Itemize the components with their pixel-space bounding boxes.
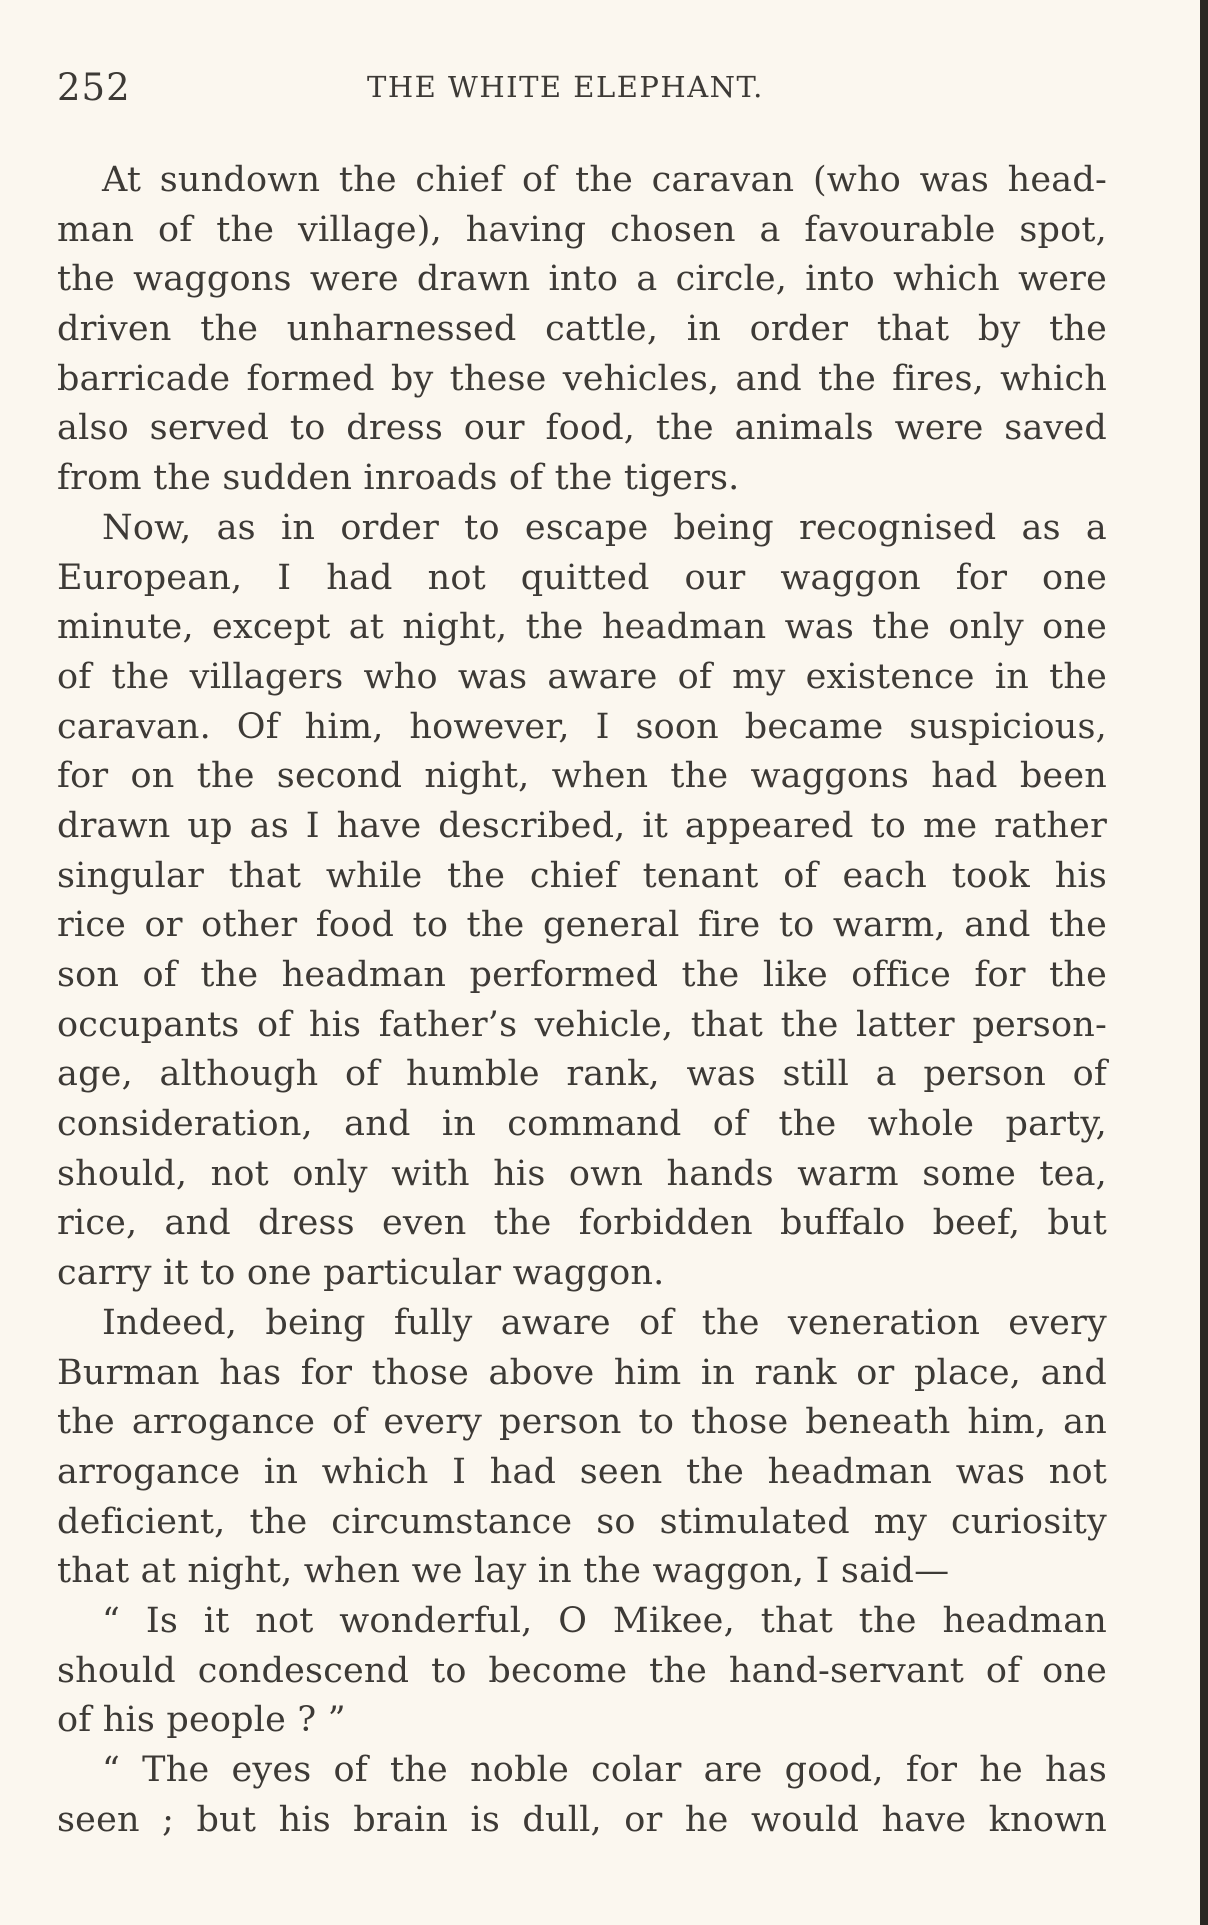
text-line: the waggons were drawn into a circle, into which were [57, 259, 1107, 300]
text-line: singular that while the chief tenant of each took his [57, 855, 1107, 896]
text-line: Now, as in order to escape being recognised as a [102, 507, 1107, 548]
text-line: consideration, and in command of the whole party, [57, 1104, 1107, 1145]
text-line: of his people ? ” [57, 1700, 346, 1741]
text-line: European, I had not quitted our waggon for one [57, 557, 1107, 598]
text-line: caravan. Of him, however, I soon became suspicious, [57, 706, 1107, 747]
page-header [57, 66, 1107, 118]
text-line: deficient, the circumstance so stimulated my curiosity [57, 1501, 1107, 1542]
text-line: age, although of humble rank, was still a person of [57, 1054, 1107, 1095]
page-edge [1200, 0, 1208, 1925]
page-number: 252 [57, 66, 131, 109]
text-line: son of the headman performed the like office for the [57, 955, 1107, 995]
text-line: arrogance in which I had seen the headman was not [57, 1451, 1107, 1492]
body-text [57, 156, 1107, 1845]
text-line: man of the village), having chosen a favourable spot, [57, 209, 1107, 250]
text-line: minute, except at night, the headman was the only one [57, 607, 1107, 648]
text-line: Indeed, being fully aware of the veneration every [102, 1302, 1107, 1343]
text-line: seen ; but his brain is dull, or he would have known [57, 1799, 1107, 1840]
text-line: of the villagers who was aware of my existence in the [57, 656, 1107, 697]
text-line: should, not only with his own hands warm some tea, [57, 1153, 1107, 1194]
text-line: driven the unharnessed cattle, in order that by the [57, 309, 1107, 350]
text-line: rice or other food to the general fire to warm, and the [57, 905, 1107, 946]
text-line: drawn up as I have described, it appeared to me rather [57, 805, 1107, 846]
text-line: barricade formed by these vehicles, and the fires, which [57, 358, 1107, 399]
text-line: that at night, when we lay in the waggon, I said— [57, 1551, 950, 1592]
text-line: for on the second night, when the waggons had been [57, 756, 1107, 797]
text-line: Burman has for those above him in rank or place, and [57, 1352, 1107, 1393]
text-line: should condescend to become the hand-servant of one [57, 1650, 1107, 1691]
text-line: rice, and dress even the forbidden buffalo beef, but [57, 1203, 1107, 1244]
text-line: the arrogance of every person to those beneath him, an [57, 1402, 1107, 1443]
text-line: At sundown the chief of the caravan (who was head- [102, 160, 1107, 200]
text-line: “ Is it not wonderful, O Mikee, that the headman [102, 1600, 1107, 1641]
text-line: also served to dress our food, the animals were saved [57, 408, 1107, 449]
text-line: carry it to one particular waggon. [57, 1253, 665, 1294]
text-line: occupants of his father’s vehicle, that the latter person- [57, 1004, 1107, 1045]
text-line: “ The eyes of the noble colar are good, for he has [102, 1750, 1107, 1790]
running-title: THE WHITE ELEPHANT. [367, 70, 764, 104]
text-line: from the sudden inroads of the tigers. [57, 458, 740, 499]
